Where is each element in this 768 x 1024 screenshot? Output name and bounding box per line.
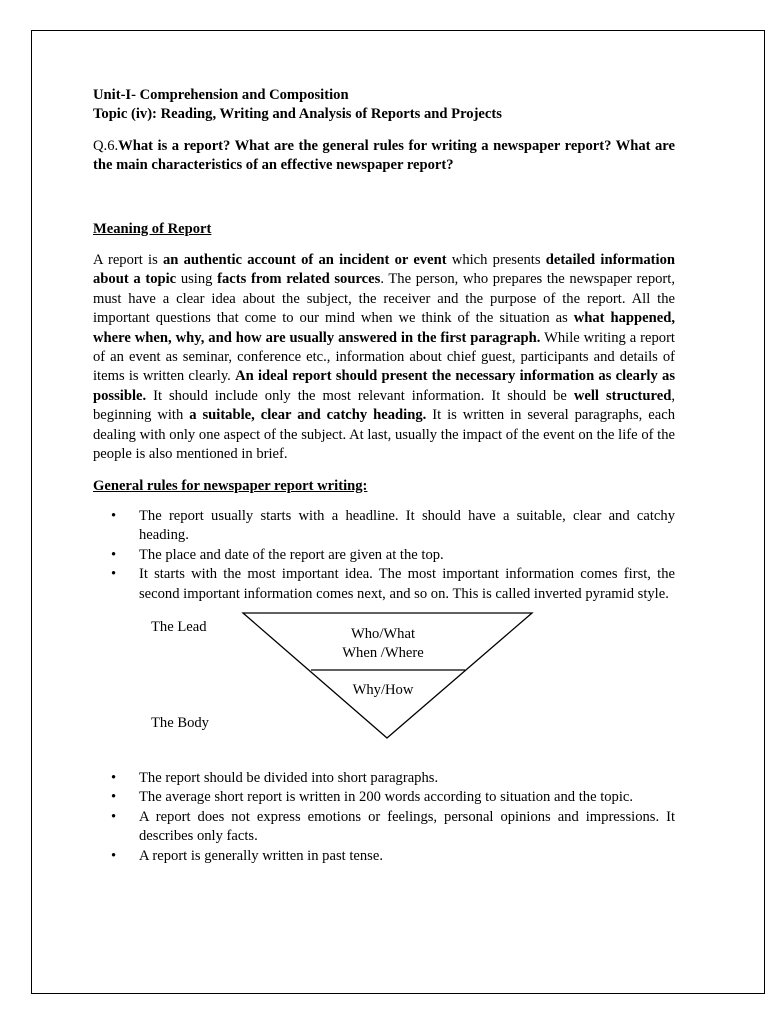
meaning-bold: a suitable, clear and catchy heading. [189,407,427,424]
list-item: • The report should be divided into short paragraphs. [93,769,675,788]
list-item: • A report is generally written in past tense. [93,847,675,866]
list-item: • A report does not express emotions or feelings, personal opinions and impressions. It describes only facts. [93,808,675,847]
meaning-bold: detailed information about a topic [93,252,675,288]
meaning-heading: Meaning of Report [93,220,212,237]
body-label: The Body [151,714,209,731]
list-item: • The place and date of the report are given at the top. [93,546,675,565]
meaning-text: While writing a report of an event as seminar, conference etc., information about chief guest, participants and details of items is written clearly. [93,329,675,385]
meaning-bold: an authentic account of an incident or event [162,252,447,269]
list-item: • It starts with the most important idea. The most important information comes first, the second important information comes next, and so on. This is called inverted pyramid style. [93,565,675,604]
document-body [93,86,675,866]
meaning-bold: what happened, where when, why, and how are usually answered in the first paragraph. [93,310,675,346]
question-number: Q.6. [93,137,119,154]
meaning-bold: An ideal report should present the necessary information as clearly as possible. [93,368,675,404]
meaning-text: It is written in several paragraphs, each dealing with only one aspect of the subject. At last, usually the impact of the event on the life of the people is also mentioned in brief. [93,407,675,463]
lead-label: The Lead [151,618,207,635]
meaning-text: which presents [446,252,546,269]
pyramid-why-how: Why/How [352,681,414,698]
topic-title: Topic (iv): Reading, Writing and Analysis of Reports and Projects [93,106,502,123]
unit-title: Unit-I- Comprehension and Composition [93,87,349,103]
question-text: What is a report? What are the general rules for writing a newspaper report? What are the main characteristics of an effective newspaper report? [93,137,675,174]
meaning-text: A report is [93,252,163,269]
rules-list-top [93,507,675,604]
rules-list-bottom [93,769,675,866]
list-item: • The report usually starts with a headline. It should have a suitable, clear and catchy heading. [93,507,675,546]
rules-heading: General rules for newspaper report writing: [93,477,368,494]
meaning-bold: well structured [573,387,672,404]
meaning-text: It should include only the most relevant information. It should be [146,387,574,404]
meaning-bold: facts from related sources [217,271,381,288]
meaning-text: using [176,271,218,288]
inverted-pyramid-diagram [93,612,675,752]
pyramid-when-where: When /Where [342,644,424,661]
list-item: • The average short report is written in 200 words according to situation and the topic. [93,788,675,807]
meaning-paragraph [93,251,675,464]
meaning-text: . The person, who prepares the newspaper report, must have a clear idea about the subject, the receiver and the purpose of the report. All the important questions that come to our mind when we think of the situation as [93,271,675,327]
meaning-text: , beginning with [93,387,675,424]
pyramid-who-what: Who/What [350,625,416,642]
question [93,137,675,176]
